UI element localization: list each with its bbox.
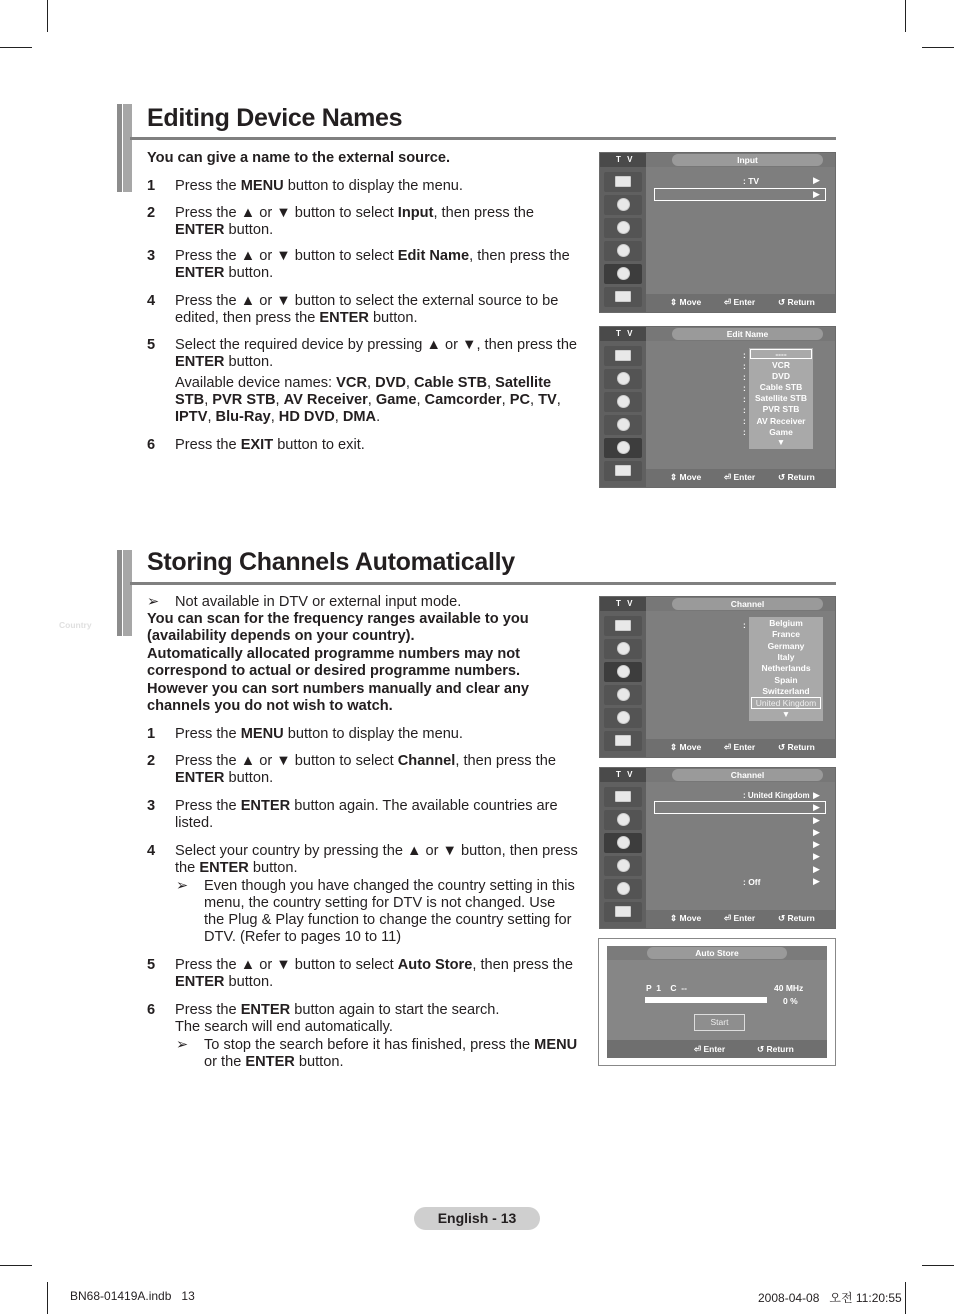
frequency-value: 40 MHz — [774, 983, 804, 993]
menu-item-name[interactable]: Name — [59, 681, 83, 691]
menu-item-value: : TV — [743, 176, 760, 186]
step-text: Press the ENTER button again to start the search. The search will end automatically. — [175, 1002, 500, 1035]
section-rule — [130, 582, 836, 585]
arrow-right-icon: ▶ — [813, 815, 820, 825]
return-hint: ↺ Return — [757, 1044, 794, 1054]
step-number: 4 — [147, 843, 156, 859]
return-icon: ↺ — [778, 297, 788, 307]
crop-mark — [922, 1265, 954, 1266]
arrow-right-icon: ▶ — [813, 802, 820, 812]
colon-column: : : : : : : : : — [743, 350, 746, 437]
menu-item-hdmi1[interactable]: HDMI1 — [59, 416, 86, 426]
note-arrow-icon: ➢ — [176, 1037, 189, 1053]
crop-mark — [922, 47, 954, 48]
enter-icon: ⏎ — [724, 472, 734, 482]
return-hint: ↺ Return — [778, 913, 815, 923]
move-icon: ⇕ — [670, 472, 680, 482]
enter-hint: ⏎ Enter — [724, 472, 756, 482]
menu-title: Channel — [672, 769, 823, 781]
menu-item-pc[interactable]: PC — [59, 405, 71, 415]
picture-icon — [604, 172, 642, 192]
dropdown-option[interactable]: Italy — [777, 652, 795, 662]
move-hint: ⇕ Move — [670, 913, 702, 923]
menu-item-fine-tune[interactable]: Fine Tune — [59, 694, 99, 704]
channel-icon — [604, 218, 642, 238]
dropdown-option[interactable]: ---- — [750, 349, 812, 359]
support-icon — [604, 902, 642, 922]
menu-item-component[interactable]: Component — [59, 394, 107, 404]
dialog-title: Auto Store — [647, 947, 787, 959]
device-names-list: Available device names: VCR, DVD, Cable STB, Satellite STB, PVR STB, AV Receiver, Game, Camcorder, PC, TV, IPTV, Blu-Ray, HD DVD, DMA. — [175, 375, 561, 425]
start-button[interactable]: Start — [694, 1014, 745, 1031]
note-text: To stop the search before it has finished, press the MENU or the ENTER button. — [204, 1037, 578, 1070]
enter-icon: ⏎ — [724, 742, 734, 752]
progress-percent: 0 % — [783, 996, 798, 1006]
support-icon — [604, 287, 642, 307]
menu-item-auto-store[interactable]: Auto Store — [59, 632, 103, 642]
picture-icon — [604, 346, 642, 366]
menu-item-ext2[interactable]: Ext.2 — [59, 361, 80, 371]
dropdown-option[interactable]: Switzerland — [762, 686, 810, 696]
dropdown-option[interactable]: Satellite STB — [755, 393, 807, 403]
step-text: Press the ENTER button again. The available countries are listed. — [175, 798, 558, 831]
move-hint: ⇕ Move — [670, 742, 702, 752]
support-icon — [604, 461, 642, 481]
step-number: 2 — [147, 205, 156, 221]
return-icon: ↺ — [778, 913, 788, 923]
return-icon: ↺ — [778, 742, 788, 752]
scroll-down-icon[interactable]: ▼ — [781, 709, 791, 719]
scroll-down-icon[interactable]: ▼ — [776, 437, 786, 447]
menu-item-name[interactable]: Name — [59, 852, 83, 862]
menu-item-fine-tune[interactable]: Fine Tune — [59, 865, 99, 875]
step-text: Press the MENU button to display the menu. — [175, 178, 463, 194]
step-text: Press the ▲ or ▼ button to select the external source to be edited, then press the ENTER button. — [175, 293, 559, 326]
auto-store-dialog — [607, 946, 827, 1058]
menu-item-channel-manager[interactable]: Channel Manager — [59, 828, 130, 838]
enter-hint: ⏎ Enter — [694, 1044, 726, 1054]
step-number: 1 — [147, 726, 156, 742]
step-number: 4 — [147, 293, 156, 309]
input-icon — [604, 879, 642, 899]
step-number: 6 — [147, 1002, 156, 1018]
input-icon — [604, 264, 642, 284]
step-number: 3 — [147, 798, 156, 814]
crop-mark — [0, 1265, 32, 1266]
menu-item-source-list[interactable]: Source List — [59, 176, 106, 186]
menu-item-svideo[interactable]: S-Video — [59, 383, 91, 393]
crop-mark — [0, 47, 32, 48]
country-dropdown[interactable] — [749, 617, 823, 721]
dropdown-option[interactable]: AV Receiver — [756, 416, 806, 426]
menu-item-lna[interactable]: LNA — [59, 877, 77, 887]
menu-item-sort[interactable]: Sort — [59, 840, 76, 850]
return-hint: ↺ Return — [778, 742, 815, 752]
crop-mark — [47, 1282, 48, 1314]
enter-hint: ⏎ Enter — [724, 913, 756, 923]
picture-icon — [604, 787, 642, 807]
step-text: Press the ▲ or ▼ button to select Channel, then press the ENTER button. — [175, 753, 556, 786]
menu-item-ext1[interactable]: Ext.1 — [59, 350, 79, 360]
selection-highlight — [654, 801, 826, 814]
setup-icon — [604, 241, 642, 261]
return-hint: ↺ Return — [778, 297, 815, 307]
move-icon: ⇕ — [670, 742, 680, 752]
step-number: 6 — [147, 437, 156, 453]
section-title: Editing Device Names — [147, 104, 403, 132]
menu-item-auto-store[interactable]: Auto Store — [59, 803, 103, 813]
section-bar — [123, 550, 132, 636]
note-arrow-icon: ➢ — [147, 594, 160, 610]
arrow-right-icon: ▶ — [813, 839, 820, 849]
enter-icon: ⏎ — [724, 913, 734, 923]
menu-item-value: : United Kingdom — [743, 791, 810, 800]
move-hint: ⇕ Move — [670, 472, 702, 482]
section-title: Storing Channels Automatically — [147, 548, 515, 576]
picture-icon — [604, 616, 642, 636]
sound-icon — [604, 195, 642, 215]
step-text: Press the EXIT button to exit. — [175, 437, 365, 453]
sound-icon — [604, 639, 642, 659]
step-text: Press the ▲ or ▼ button to select Edit Name, then press the ENTER button. — [175, 248, 570, 281]
return-hint: ↺ Return — [778, 472, 815, 482]
crop-mark — [905, 0, 906, 32]
arrow-right-icon: ▶ — [813, 864, 820, 874]
dropdown-option[interactable]: Spain — [774, 675, 798, 685]
dropdown-option[interactable]: Cable STB — [759, 382, 803, 392]
menu-item-sort[interactable]: Sort — [59, 669, 76, 679]
section-intro: You can scan for the frequency ranges available to you (availability depends on your country). Automatically allocated programme numbers may not correspond to actual or desired programme numbers. However you can sort numbers manually and clear any channels you do not wish to watch. — [147, 611, 530, 715]
menu-item-manual-store[interactable]: Manual Store — [59, 645, 113, 655]
menu-item-edit-name[interactable]: Edit Name — [59, 190, 101, 200]
dropdown-option[interactable]: Netherlands — [761, 663, 811, 673]
arrow-right-icon: ▶ — [813, 851, 820, 861]
menu-title: Input — [672, 154, 823, 166]
menu-item-hdmi2[interactable]: HDMI2 — [59, 427, 86, 437]
sound-icon — [604, 369, 642, 389]
arrow-right-icon: ▶ — [813, 876, 820, 886]
enter-icon: ⏎ — [724, 297, 734, 307]
move-icon: ⇕ — [670, 297, 680, 307]
section-intro: You can give a name to the external source. — [147, 150, 451, 166]
note-text: Not available in DTV or external input mode. — [175, 594, 462, 610]
step-text: Press the MENU button to display the menu. — [175, 726, 463, 742]
step-number: 3 — [147, 248, 156, 264]
menu-title: Edit Name — [672, 328, 823, 340]
menu-item-manual-store[interactable]: Manual Store — [59, 816, 113, 826]
crop-mark — [905, 1282, 906, 1314]
section-rule — [130, 137, 836, 140]
file-info: BN68-01419A.indb 13 — [70, 1289, 195, 1303]
colon: : — [743, 620, 746, 630]
step-number: 2 — [147, 753, 156, 769]
return-icon: ↺ — [778, 472, 788, 482]
move-icon: ⇕ — [670, 913, 680, 923]
dropdown-option[interactable]: Belgium — [769, 618, 803, 628]
menu-item-country[interactable]: Country — [59, 620, 92, 630]
dropdown-option[interactable]: Germany — [767, 641, 805, 651]
dropdown-option[interactable]: PVR STB — [762, 404, 800, 414]
move-hint: ⇕ Move — [670, 297, 702, 307]
step-text: Press the ▲ or ▼ button to select Input, then press the ENTER button. — [175, 205, 535, 238]
menu-item-lna[interactable]: LNA — [59, 706, 77, 716]
enter-hint: ⏎ Enter — [724, 742, 756, 752]
input-icon — [604, 708, 642, 728]
note-text: Even though you have changed the country setting in this menu, the country setting for DTV is not changed. Use the Plug & Play function to change the country setting for DTV. (Refer to pages 10 to 11) — [204, 878, 575, 945]
note-arrow-icon: ➢ — [176, 878, 189, 894]
tv-label: T V — [600, 327, 646, 341]
dropdown-option[interactable]: DVD — [772, 371, 790, 381]
channel-icon — [604, 833, 642, 853]
step-text: Select the required device by pressing ▲ or ▼, then press the ENTER button. — [175, 337, 578, 370]
support-icon — [604, 731, 642, 751]
dropdown-option[interactable]: VCR — [772, 360, 790, 370]
sound-icon — [604, 810, 642, 830]
setup-icon — [604, 856, 642, 876]
channel-icon — [604, 392, 642, 412]
arrow-right-icon: ▶ — [813, 189, 820, 199]
arrow-right-icon: ▶ — [813, 175, 820, 185]
crop-mark — [47, 0, 48, 32]
dropdown-option[interactable]: France — [772, 629, 800, 639]
enter-hint: ⏎ Enter — [724, 297, 756, 307]
program-channel-label: P 1 C -- — [646, 983, 687, 993]
step-number: 5 — [147, 957, 156, 973]
setup-icon — [604, 415, 642, 435]
arrow-right-icon: ▶ — [813, 827, 820, 837]
return-icon: ↺ — [757, 1044, 767, 1054]
tv-label: T V — [600, 153, 646, 167]
progress-bar — [645, 997, 767, 1003]
tv-label: T V — [600, 768, 646, 782]
section-bar — [117, 550, 122, 636]
step-number: 1 — [147, 178, 156, 194]
selection-highlight — [654, 188, 826, 201]
menu-title: Channel — [672, 598, 823, 610]
tv-label: T V — [600, 597, 646, 611]
device-name-dropdown[interactable] — [749, 348, 813, 449]
dropdown-option-selected[interactable]: United Kingdom — [751, 697, 821, 709]
step-number: 5 — [147, 337, 156, 353]
menu-item-country[interactable]: Country — [59, 791, 92, 801]
tv-menu-input — [599, 152, 836, 313]
arrow-right-icon: ▶ — [813, 790, 820, 800]
enter-icon: ⏎ — [694, 1044, 704, 1054]
channel-icon — [604, 662, 642, 682]
menu-item-value: : Off — [743, 877, 761, 887]
menu-item-av[interactable]: AV — [59, 372, 71, 382]
menu-item-channel-manager[interactable]: Channel Manager — [59, 657, 130, 667]
page-number-badge: English - 13 — [414, 1207, 540, 1230]
dropdown-option[interactable]: Game — [769, 427, 793, 437]
input-icon — [604, 438, 642, 458]
section-bar — [123, 104, 132, 192]
setup-icon — [604, 685, 642, 705]
step-text: Press the ▲ or ▼ button to select Auto Store, then press the ENTER button. — [175, 957, 573, 990]
section-bar — [117, 104, 122, 192]
step-text: Select your country by pressing the ▲ or ▼ button, then press the ENTER button. — [175, 843, 578, 876]
print-date: 2008-04-08 오전 11:20:55 — [758, 1291, 902, 1305]
